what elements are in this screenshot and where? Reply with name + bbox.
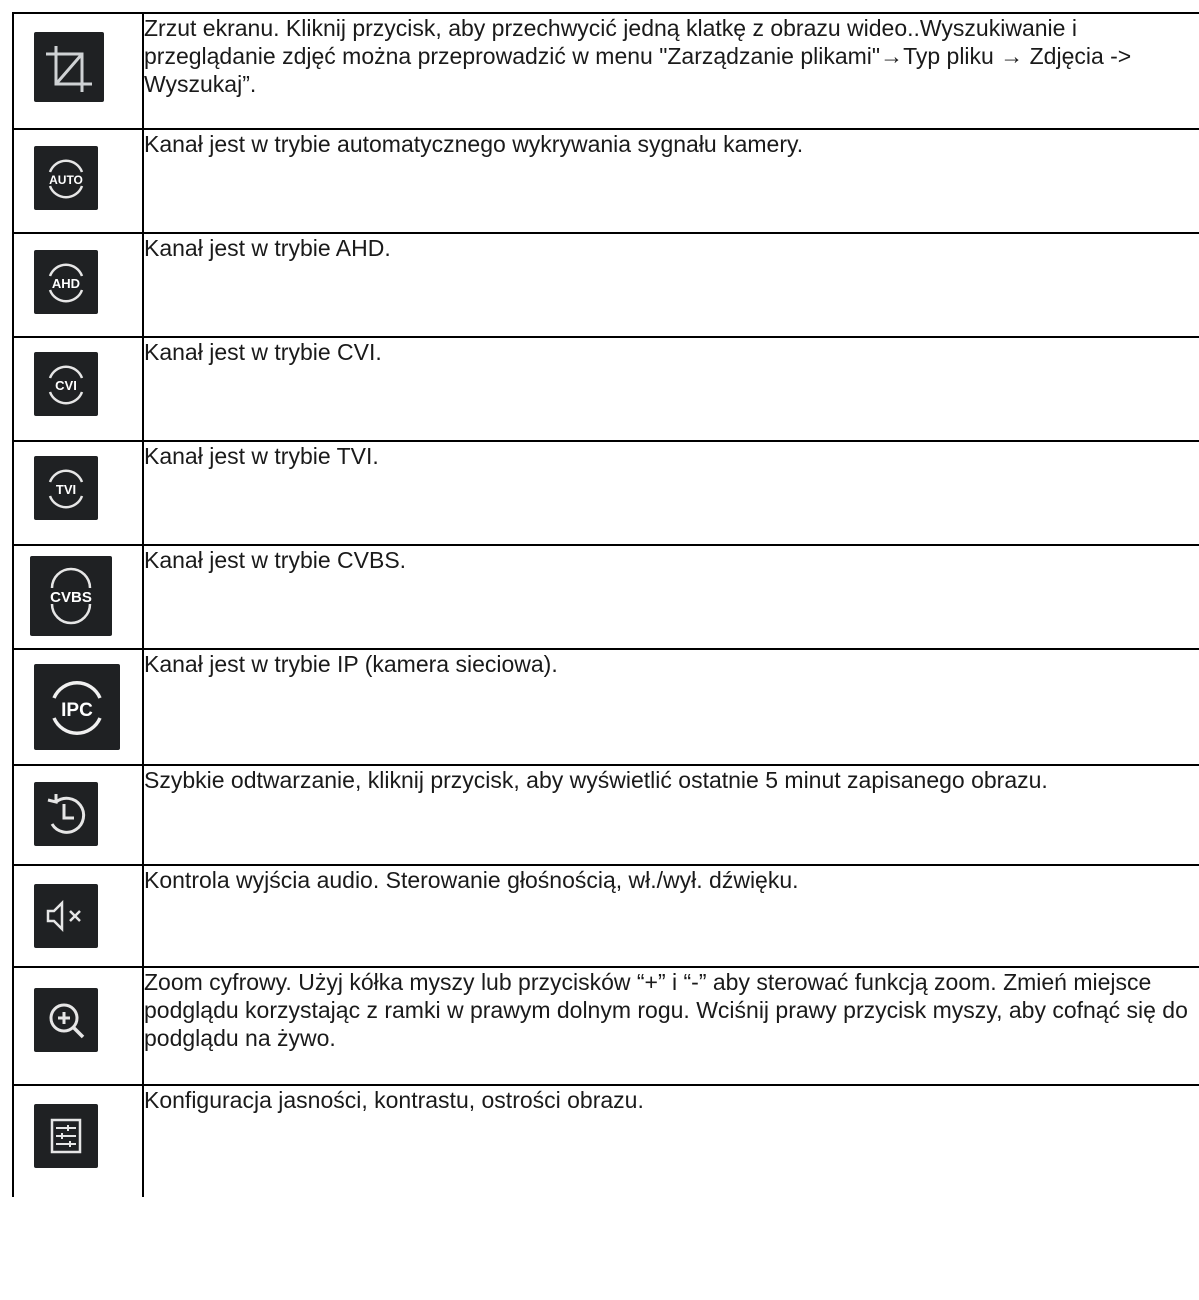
row-description: Zrzut ekranu. Kliknij przycisk, aby przechwycić jedną klatkę z obrazu wideo..Wyszukiwanie i przeglądanie zdjęć można przeprowadzić w menu "Zarządzanie plikami"→Typ pliku → Zdjęcia -> Wyszukaj”.: [143, 13, 1199, 129]
digital-zoom-icon: [34, 988, 98, 1052]
row-description: Kanał jest w trybie IP (kamera sieciowa).: [143, 649, 1199, 765]
row-description: Zoom cyfrowy. Użyj kółka myszy lub przycisków “+” i “-” aby sterować funkcją zoom. Zmień miejsce podglądu korzystając z ramki w prawym dolnym rogu. Wciśnij prawy przycisk myszy, aby cofnąć się do podglądu na żywo.: [143, 967, 1199, 1085]
table-row: [13, 337, 1199, 441]
table-row: [13, 1085, 1199, 1197]
table-row: [13, 765, 1199, 865]
table-row: [13, 967, 1199, 1085]
table-row: [13, 129, 1199, 233]
audio-mute-icon: [34, 884, 98, 948]
table-row: [13, 865, 1199, 967]
row-description: Szybkie odtwarzanie, kliknij przycisk, aby wyświetlić ostatnie 5 minut zapisanego obrazu.: [143, 765, 1199, 865]
table-row: [13, 441, 1199, 545]
table-row: [13, 649, 1199, 765]
row-description: Kanał jest w trybie TVI.: [143, 441, 1199, 545]
ahd-mode-icon: [34, 250, 98, 314]
row-description: Kanał jest w trybie CVI.: [143, 337, 1199, 441]
cvi-mode-icon: [34, 352, 98, 416]
table-row: [13, 545, 1199, 649]
svg-text:AUTO: AUTO: [49, 173, 83, 187]
row-description: Konfiguracja jasności, kontrastu, ostrości obrazu.: [143, 1085, 1199, 1197]
svg-text:CVI: CVI: [55, 378, 77, 393]
icon-description-table: [12, 12, 1199, 1197]
tvi-mode-icon: [34, 456, 98, 520]
row-description: Kontrola wyjścia audio. Sterowanie głośnością, wł./wył. dźwięku.: [143, 865, 1199, 967]
row-description: Kanał jest w trybie CVBS.: [143, 545, 1199, 649]
table-row: [13, 233, 1199, 337]
instant-playback-icon: [34, 782, 98, 846]
auto-mode-icon: [34, 146, 98, 210]
svg-text:IPC: IPC: [61, 700, 93, 721]
svg-text:TVI: TVI: [55, 482, 77, 497]
svg-text:CVBS: CVBS: [50, 589, 92, 606]
svg-text:AHD: AHD: [51, 276, 81, 291]
cvbs-mode-icon: [30, 556, 112, 636]
ipc-mode-icon: [34, 664, 120, 750]
table-row: [13, 13, 1199, 129]
row-description: Kanał jest w trybie AHD.: [143, 233, 1199, 337]
row-description: Kanał jest w trybie automatycznego wykrywania sygnału kamery.: [143, 129, 1199, 233]
image-settings-icon: [34, 1104, 98, 1168]
crop-snapshot-icon: [34, 32, 104, 102]
